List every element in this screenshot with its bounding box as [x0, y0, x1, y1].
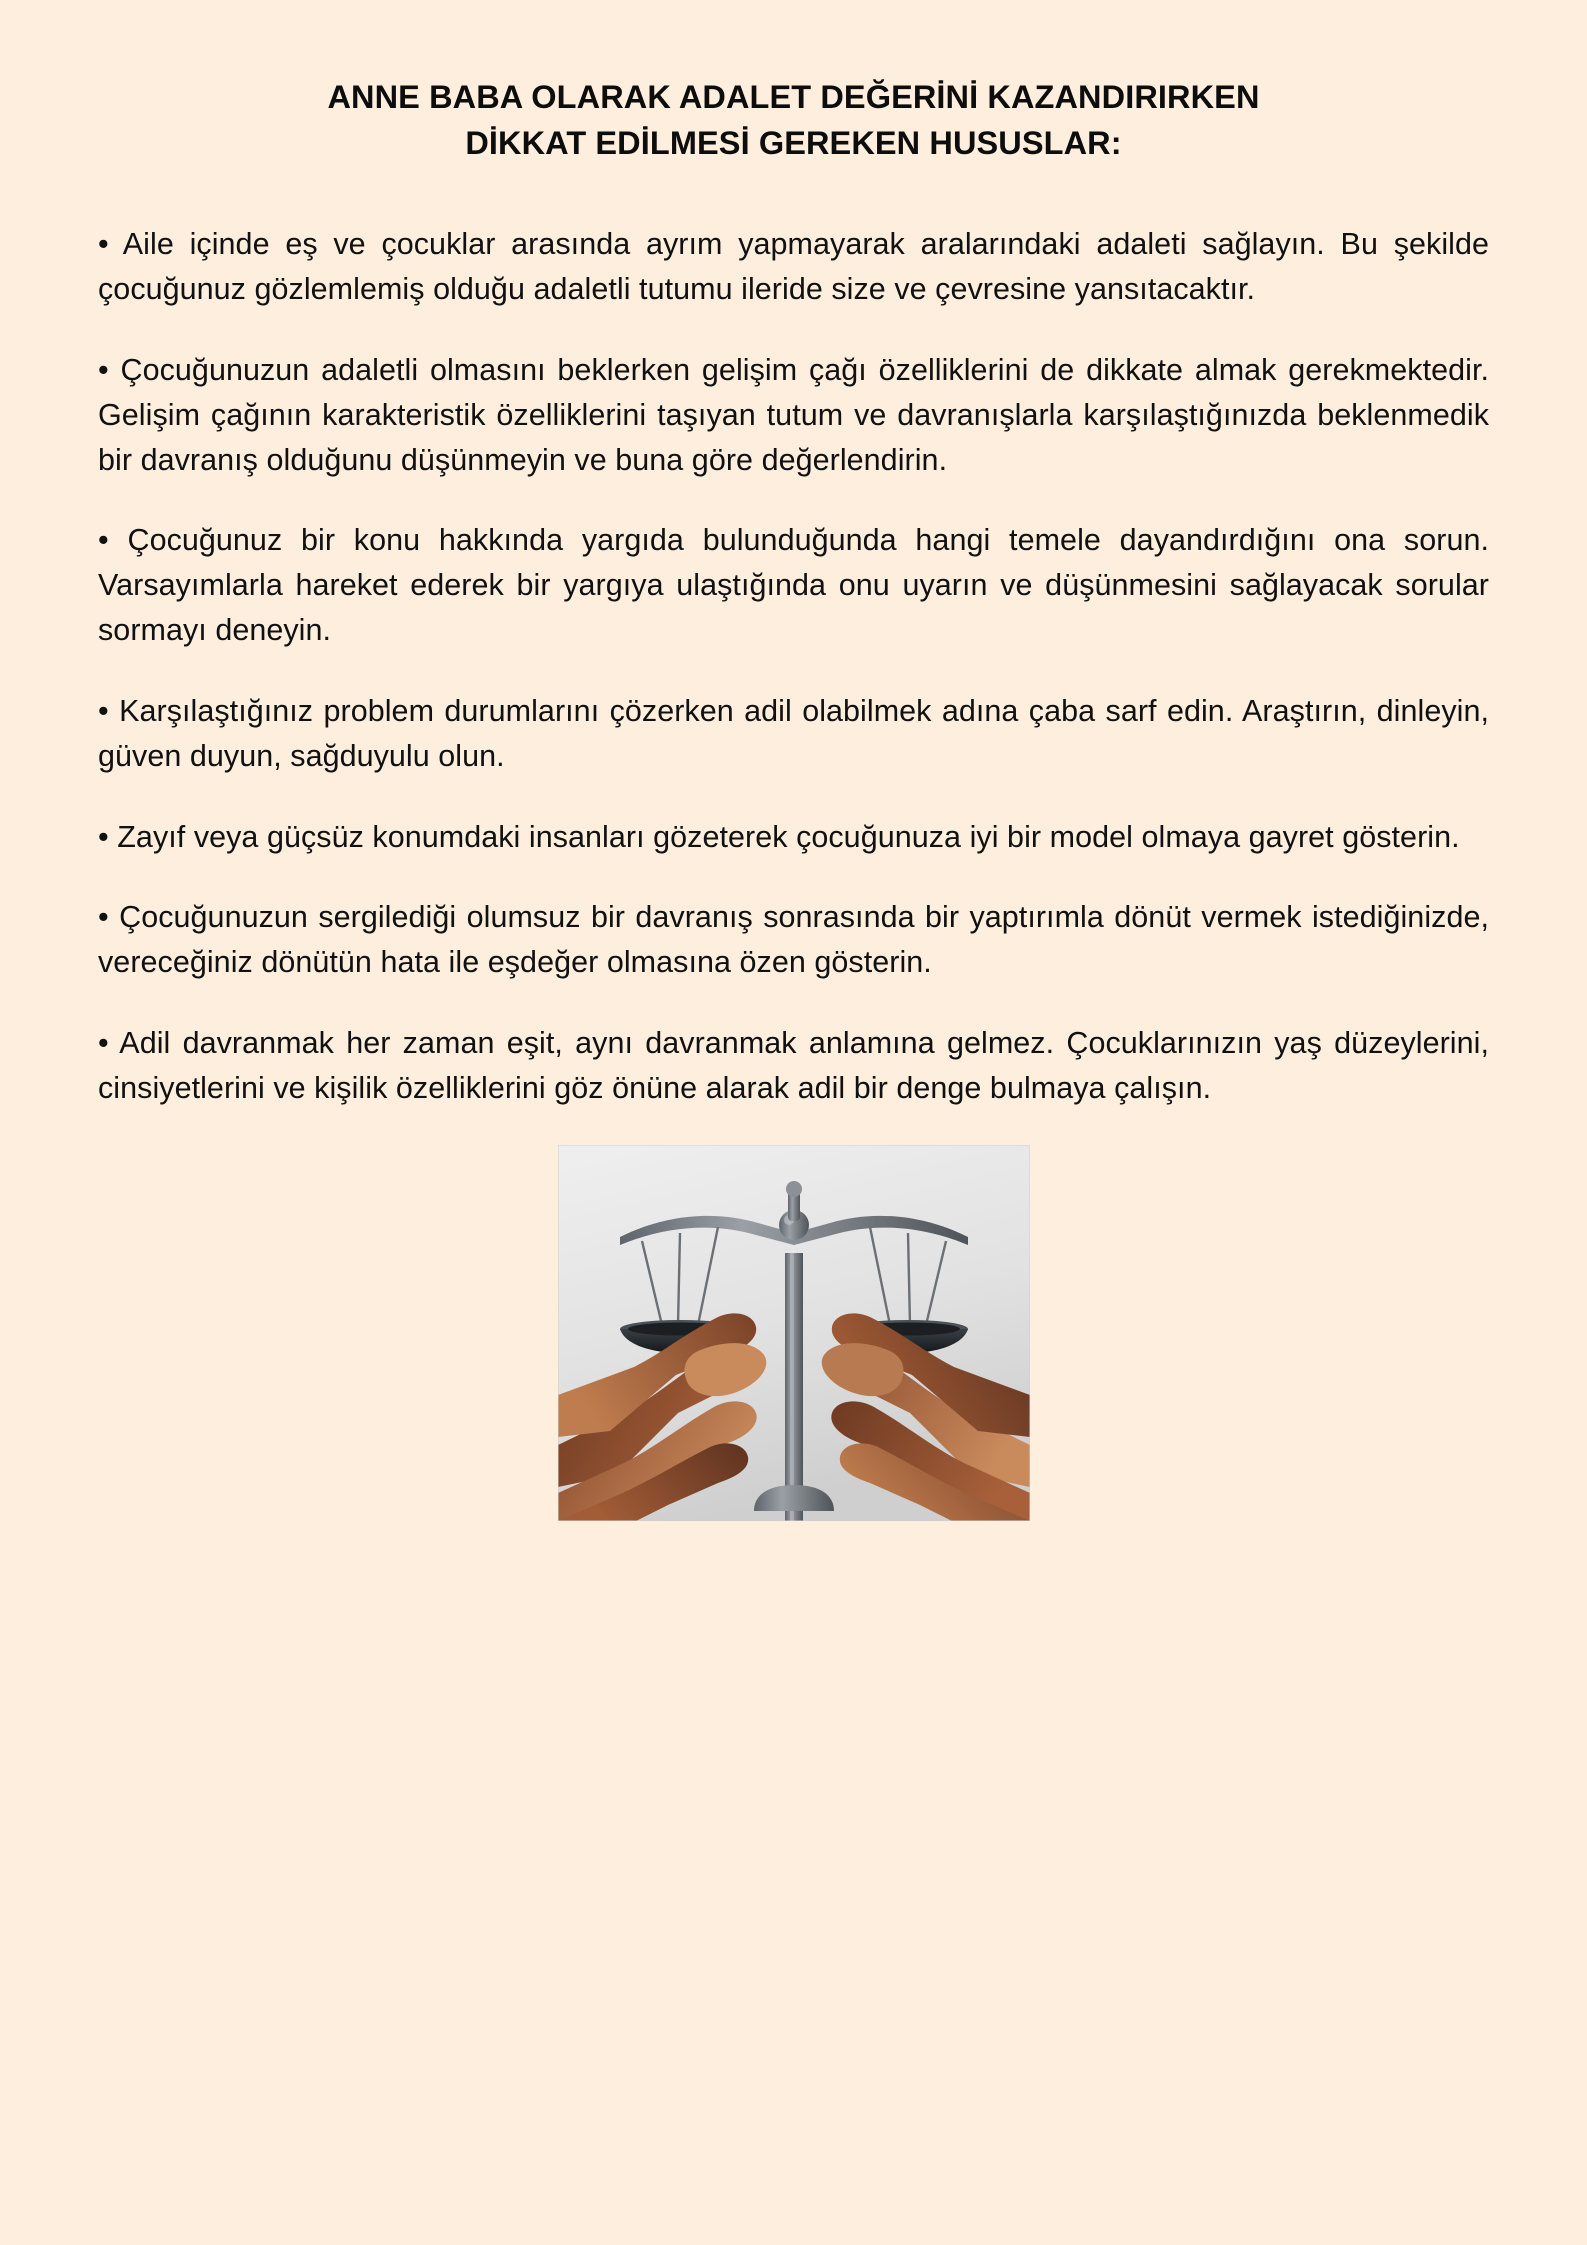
bullet-paragraph-5: • Zayıf veya güçsüz konumdaki insanları gözeterek çocuğunuza iyi bir model olmaya gayret gösterin.	[98, 819, 1460, 854]
bullet-paragraph-6: • Çocuğunuzun sergilediği olumsuz bir davranış sonrasında bir yaptırımla dönüt vermek istediğinizde, vereceğiniz dönütün hata ile eşdeğer olmasına özen gösterin.	[98, 900, 1489, 980]
bullet-paragraph-3: • Çocuğunuz bir konu hakkında yargıda bulunduğunda hangi temele dayandırdığını ona sorun. Varsayımlarla hareket ederek bir yargıya ulaştığında onu uyarın ve düşünmesini sağlayacak sorular sormayı deneyin.	[98, 523, 1489, 648]
bullet-paragraph-2: • Çocuğunuzun adaletli olmasını beklerken gelişim çağı özelliklerini de dikkate almak gerekmektedir. Gelişim çağının karakteristik özelliklerini taşıyan tutum ve davranışlarla karşılaştığınızda beklenmedik bir davranış olduğunu düşünmeyin ve buna göre değerlendirin.	[98, 352, 1489, 477]
document-body	[98, 222, 1489, 1110]
bullet-paragraph-1: • Aile içinde eş ve çocuklar arasında ayrım yapmayarak aralarındaki adaleti sağlayın. Bu şekilde çocuğunuz gözlemlemiş olduğu adaletli tutumu ileride size ve çevresine yansıtacaktır.	[98, 227, 1489, 307]
justice-scale-illustration	[558, 1145, 1030, 1521]
page-title	[149, 74, 1439, 166]
justice-scale-image	[558, 1145, 1030, 1521]
page-title-line-2: DİKKAT EDİLMESİ GEREKEN HUSUSLAR:	[465, 125, 1122, 162]
page-title-line-1: ANNE BABA OLARAK ADALET DEĞERİNİ KAZANDIRIRKEN	[327, 79, 1260, 115]
bullet-paragraph-4: • Karşılaştığınız problem durumlarını çözerken adil olabilmek adına çaba sarf edin. Araştırın, dinleyin, güven duyun, sağduyulu olun.	[98, 693, 1489, 773]
bullet-paragraph-7: • Adil davranmak her zaman eşit, aynı davranmak anlamına gelmez. Çocuklarınızın yaş düzeylerini, cinsiyetlerini ve kişilik özelliklerini göz önüne alarak adil bir denge bulmaya çalışın.	[98, 1026, 1489, 1105]
